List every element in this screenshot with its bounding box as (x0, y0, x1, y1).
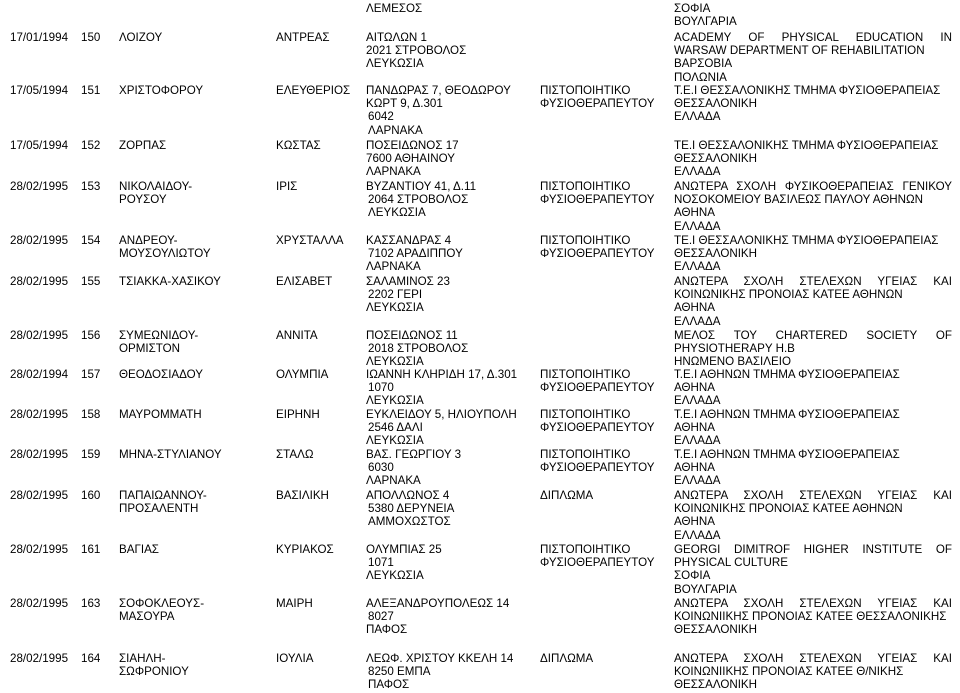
school-line: ΑΝΩΤΕΡΑ ΣΧΟΛΗ ΣΤΕΛΕΧΩΝ ΥΓΕΙΑΣ ΚΑΙ (674, 652, 952, 665)
school-line: ΘΕΣΣΑΛΟΝΙΚΗ (674, 623, 758, 637)
school-line: ΕΛΛΑΔΑ (674, 110, 721, 124)
address-cell (366, 139, 459, 179)
school-line: ΑΘΗΝΑ (674, 461, 715, 475)
qualification-cell (540, 368, 654, 394)
date-cell: 28/02/1995 (10, 408, 69, 421)
address-line: ΕΥΚΛΕΙΔΟΥ 5, ΗΛΙΟΥΠΟΛΗ (366, 408, 517, 421)
address-cell (366, 408, 517, 448)
first-name-cell: ΚΩΣΤΑΣ (276, 139, 321, 152)
school-line: ΜΕΛΟΣ ΤΟΥ CHARTERED SOCIETY OF (674, 329, 952, 342)
surname-cell (119, 84, 203, 97)
address-line: 8250 ΕΜΠΑ (368, 665, 431, 679)
address-cell (366, 489, 454, 529)
surname-line: ΜΗΝΑ-ΣΤΥΛΙΑΝΟΥ (119, 448, 222, 461)
first-name-cell: ΚΥΡΙΑΚΟΣ (276, 543, 334, 556)
school-cell (674, 84, 952, 124)
school-cell (674, 31, 952, 84)
first-name-cell: ΧΡΥΣΤΑΛΛΑ (276, 234, 344, 247)
address-line: 2018 ΣΤΡΟΒΟΛΟΣ (368, 342, 469, 356)
address-line: ΚΑΣΣΑΝΔΡΑΣ 4 (366, 234, 452, 247)
school-line: Τ.Ε.Ι ΑΘΗΝΩΝ ΤΜΗΜΑ ΦΥΣΙΟΘΕΡΑΠΕΙΑΣ (674, 408, 900, 421)
surname-line: ΣΩΦΡΟΝΙΟΥ (119, 665, 189, 679)
school-line: PHYSIOTHERAPY Η.Β (674, 342, 795, 356)
surname-line: ΜΟΥΣΟΥΛΙΩΤΟΥ (119, 247, 211, 261)
surname-line: ΜΑΣΟΥΡΑ (119, 610, 175, 624)
address-line: 2064 ΣΤΡΟΒΟΛΟΣ (368, 193, 469, 207)
surname-line: ΣΟΦΟΚΛΕΟΥΣ- (119, 597, 205, 610)
school-line: ΚΟΙΝΩΝΙΙΚΗΣ ΠΡΟΝΟΙΑΣ ΚΑΤΕΕ Θ/ΝΙΚΗΣ (674, 665, 904, 679)
qualification-line: ΦΥΣΙΟΘΕΡΑΠΕΥΤΟΥ (540, 556, 655, 570)
surname-line: ΒΑΓΙΑΣ (119, 543, 159, 556)
school-line: ΑΘΗΝΑ (674, 421, 715, 435)
surname-line: ΠΡΟΣΑΛΕΝΤΗ (119, 502, 199, 516)
address-cell (366, 368, 517, 408)
surname-cell (119, 180, 192, 206)
surname-line: ΣΙΑΗΛΗ- (119, 652, 166, 665)
surname-line: ΡΟΥΣΟΥ (119, 193, 167, 207)
registration-number: 150 (81, 31, 101, 44)
date-cell: 17/05/1994 (10, 84, 69, 97)
address-cell (366, 329, 468, 369)
address-line: 2021 ΣΤΡΟΒΟΛΟΣ (366, 44, 467, 58)
surname-cell (119, 234, 211, 260)
school-cell (674, 448, 952, 488)
qualification-cell (540, 543, 654, 569)
first-name-cell: ΕΛΕΥΘΕΡΙΟΣ (276, 84, 351, 97)
surname-cell (119, 31, 162, 44)
school-line: ΑΘΗΝΑ (674, 381, 715, 395)
date-cell: 17/05/1994 (10, 139, 69, 152)
address-line: ΛΕΥΚΩΣΙΑ (366, 301, 424, 315)
qualification-cell (540, 180, 654, 206)
registration-number: 160 (81, 489, 101, 502)
date-cell: 28/02/1995 (10, 275, 69, 288)
school-cell (674, 2, 952, 28)
school-cell (674, 597, 952, 637)
school-line: ΑΝΩΤΕΡΑ ΣΧΟΛΗ ΦΥΣΙΚΟΘΕΡΑΠΕΙΑΣ ΓΕΝΙΚΟΥ (674, 180, 952, 193)
registration-number: 155 (81, 275, 101, 288)
surname-line: ΘΕΟΔΟΣΙΑΔΟΥ (119, 368, 204, 381)
address-line: ΚΩΡΤ 9, Δ.301 (366, 97, 443, 111)
registration-number: 158 (81, 408, 101, 421)
address-line: ΑΙΤΩΛΩΝ 1 (366, 31, 427, 44)
surname-line: ΛΟΙΖΟΥ (119, 31, 163, 44)
address-line: 7102 ΑΡΑΔΙΠΠΟΥ (368, 247, 463, 261)
school-line: PHYSICAL CULTURE (674, 556, 789, 570)
registration-number: 156 (81, 329, 101, 342)
qualification-cell (540, 408, 654, 434)
address-cell (366, 543, 442, 583)
school-cell (674, 139, 952, 179)
qualification-cell (540, 448, 654, 474)
school-cell (674, 180, 952, 233)
address-cell (366, 180, 476, 220)
surname-cell (119, 275, 221, 288)
school-line: ΑΝΩΤΕΡΑ ΣΧΟΛΗ ΣΤΕΛΕΧΩΝ ΥΓΕΙΑΣ ΚΑΙ (674, 489, 952, 502)
school-cell (674, 368, 952, 408)
school-line: ΕΛΛΑΔΑ (674, 260, 721, 274)
school-line: WARSAW DEPARTMENT OF REHABILITATION (674, 44, 925, 58)
date-cell: 28/02/1995 (10, 180, 69, 193)
registration-number: 164 (81, 652, 101, 665)
first-name-cell: ΟΛΥΜΠΙΑ (276, 368, 329, 381)
school-line: ΣΟΦΙΑ (674, 2, 711, 15)
address-line: ΛΕΥΚΩΣΙΑ (368, 206, 426, 220)
address-line: ΛΕΜΕΣΟΣ (366, 2, 423, 15)
address-line: ΛΑΡΝΑΚΑ (366, 474, 421, 488)
surname-cell (119, 543, 159, 556)
date-cell: 28/02/1995 (10, 652, 69, 665)
school-line: ΝΟΣΟΚΟΜΕΙΟΥ ΒΑΣΙΛΕΩΣ ΠΑΥΛΟΥ ΑΘΗΝΩΝ (674, 193, 924, 207)
address-line: 1071 (368, 556, 394, 570)
registration-number: 152 (81, 139, 101, 152)
school-line: ACADEMY OF PHYSICAL EDUCATION IN (674, 31, 952, 44)
school-line: ΚΟΙΝΩΝΙΚΗΣ ΠΡΟΝΟΙΑΣ ΚΑΤΕΕ ΑΘΗΝΩΝ (674, 502, 903, 516)
surname-line: ΝΙΚΟΛΑΙΔΟΥ- (119, 180, 193, 193)
school-line: ΘΕΣΣΑΛΟΝΙΚΗ (674, 678, 758, 692)
address-line: 5380 ΔΕΡΥΝΕΙΑ (368, 502, 455, 516)
qualification-line: ΠΙΣΤΟΠΟΙΗΤΙΚΟ (540, 448, 631, 461)
address-line: ΙΩΑΝΝΗ ΚΛΗΡΙΔΗ 17, Δ.301 (366, 368, 518, 381)
first-name-cell: ΣΤΑΛΩ (276, 448, 314, 461)
first-name-cell: ΜΑΙΡΗ (276, 597, 313, 610)
address-cell (366, 84, 511, 137)
surname-line: ΧΡΙΣΤΟΦΟΡΟΥ (119, 84, 204, 97)
address-line: ΛΑΡΝΑΚΑ (366, 165, 421, 179)
date-cell: 28/02/1995 (10, 329, 69, 342)
first-name-cell: ΙΟΥΛΙΑ (276, 652, 314, 665)
address-line: 6030 (368, 461, 394, 475)
address-line: 7600 ΑΘΗΑΙΝΟΥ (366, 152, 455, 166)
school-line: ΒΟΥΛΓΑΡΙΑ (674, 582, 737, 596)
school-line: ΑΝΩΤΕΡΑ ΣΧΟΛΗ ΣΤΕΛΕΧΩΝ ΥΓΕΙΑΣ ΚΑΙ (674, 597, 952, 610)
school-cell (674, 652, 952, 692)
address-line: ΑΛΕΞΑΝΔΡΟΥΠΟΛΕΩΣ 14 (366, 597, 510, 610)
school-line: ΚΟΙΝΩΝΙΙΚΗΣ ΠΡΟΝΟΙΑΣ ΚΑΤΕΕ ΘΕΣΣΑΛΟΝΙΚΗΣ (674, 610, 947, 624)
qualification-line: ΦΥΣΙΟΘΕΡΑΠΕΥΤΟΥ (540, 381, 655, 395)
qualification-line: ΦΥΣΙΟΘΕΡΑΠΕΥΤΟΥ (540, 461, 655, 475)
surname-cell (119, 139, 166, 152)
qualification-cell (540, 84, 654, 110)
school-line: ΕΛΛΑΔΑ (674, 314, 721, 328)
qualification-line: ΦΥΣΙΟΘΕΡΑΠΕΥΤΟΥ (540, 247, 655, 261)
address-line: 6042 (368, 110, 394, 124)
address-line: ΣΑΛΑΜΙΝΟΣ 23 (366, 275, 450, 288)
date-cell: 17/01/1994 (10, 31, 69, 44)
address-line: ΛΕΥΚΩΣΙΑ (366, 394, 424, 408)
address-line: ΟΛΥΜΠΙΑΣ 25 (366, 543, 442, 556)
school-cell (674, 329, 952, 369)
school-line: ΒΟΥΛΓΑΡΙΑ (674, 15, 737, 29)
address-line: 2202 ΓΕΡΙ (368, 288, 423, 302)
surname-line: ΟΡΜΙΣΤΟΝ (119, 342, 181, 356)
school-cell (674, 408, 952, 448)
school-line: ΗΝΩΜΕΝΟ ΒΑΣΙΛΕΙΟ (674, 355, 791, 369)
date-cell: 28/02/1995 (10, 234, 69, 247)
surname-cell (119, 597, 204, 623)
surname-cell (119, 329, 198, 355)
qualification-line: ΔΙΠΛΩΜΑ (540, 489, 594, 502)
qualification-line: ΦΥΣΙΟΘΕΡΑΠΕΥΤΟΥ (540, 97, 655, 111)
address-line: 1070 (368, 381, 394, 395)
school-line: ΑΘΗΝΑ (674, 301, 715, 315)
registration-number: 157 (81, 368, 101, 381)
school-line: ΘΕΣΣΑΛΟΝΙΚΗ (674, 247, 758, 261)
address-line: ΛΕΥΚΩΣΙΑ (366, 57, 424, 71)
address-line: ΛΑΡΝΑΚΑ (366, 260, 421, 274)
surname-cell (119, 448, 222, 461)
qualification-line: ΠΙΣΤΟΠΟΙΗΤΙΚΟ (540, 84, 631, 97)
surname-cell (119, 368, 203, 381)
qualification-cell (540, 652, 593, 665)
surname-line: ΤΣΙΑΚΚΑ-ΧΑΣΙΚΟΥ (119, 275, 221, 288)
school-line: ΑΘΗΝΑ (674, 206, 715, 220)
first-name-cell: ΑΝΝΙΤΑ (276, 329, 318, 342)
address-line: ΛΕΥΚΩΣΙΑ (366, 569, 424, 583)
surname-cell (119, 408, 202, 421)
school-line: ΕΛΛΑΔΑ (674, 219, 721, 233)
qualification-line: ΦΥΣΙΟΘΕΡΑΠΕΥΤΟΥ (540, 193, 655, 207)
surname-line: ΠΑΠΑΙΩΑΝΝΟΥ- (119, 489, 207, 502)
school-line: ΕΛΛΑΔΑ (674, 434, 721, 448)
school-line: ΣΟΦΙΑ (674, 569, 711, 583)
address-line: ΠΑΦΟΣ (368, 678, 410, 692)
surname-cell (119, 652, 189, 678)
school-line: ΕΛΛΑΔΑ (674, 528, 721, 542)
school-line: ΒΑΡΣΟΒΙΑ (674, 57, 733, 71)
first-name-cell: ΙΡΙΣ (276, 180, 298, 193)
first-name-cell: ΒΑΣΙΛΙΚΗ (276, 489, 329, 502)
address-line: ΒΥΖΑΝΤΙΟΥ 41, Δ.11 (366, 180, 477, 193)
school-line: ΤΕ.Ι ΘΕΣΣΑΛΟΝΙΚΗΣ ΤΜΗΜΑ ΦΥΣΙΟΘΕΡΑΠΕΙΑΣ (674, 234, 939, 247)
school-line: ΕΛΛΑΔΑ (674, 474, 721, 488)
address-line: ΑΜΜΟΧΩΣΤΟΣ (368, 515, 451, 529)
registration-number: 153 (81, 180, 101, 193)
date-cell: 28/02/1995 (10, 448, 69, 461)
address-line: ΛΕΥΚΩΣΙΑ (366, 355, 424, 369)
address-cell (366, 2, 422, 15)
registration-number: 161 (81, 543, 101, 556)
address-line: ΠΑΝΔΩΡΑΣ 7, ΘΕΟΔΩΡΟΥ (366, 84, 511, 97)
school-line: Τ.Ε.Ι ΑΘΗΝΩΝ ΤΜΗΜΑ ΦΥΣΙΟΘΕΡΑΠΕΙΑΣ (674, 448, 900, 461)
address-cell (366, 652, 513, 692)
address-cell (366, 31, 466, 71)
address-line: ΑΠΟΛΛΩΝΟΣ 4 (366, 489, 450, 502)
address-line: ΠΟΣΕΙΔΩΝΟΣ 17 (366, 139, 459, 152)
school-line: ΚΟΙΝΩΝΙΚΗΣ ΠΡΟΝΟΙΑΣ ΚΑΤΕΕ ΑΘΗΝΩΝ (674, 288, 903, 302)
school-line: ΤΕ.Ι ΘΕΣΣΑΛΟΝΙΚΗΣ ΤΜΗΜΑ ΦΥΣΙΟΘΕΡΑΠΕΙΑΣ (674, 139, 939, 152)
first-name-cell: ΕΛΙΣΑΒΕΤ (276, 275, 333, 288)
school-line: ΑΘΗΝΑ (674, 515, 715, 529)
address-cell (366, 597, 509, 637)
qualification-cell (540, 234, 654, 260)
address-line: ΛΑΡΝΑΚΑ (368, 123, 423, 137)
surname-cell (119, 489, 207, 515)
address-cell (366, 448, 461, 488)
qualification-line: ΔΙΠΛΩΜΑ (540, 652, 594, 665)
address-line: ΛΕΩΦ. ΧΡΙΣΤΟΥ ΚΚΕΛΗ 14 (366, 652, 514, 665)
school-line: ΘΕΣΣΑΛΟΝΙΚΗ (674, 152, 758, 166)
qualification-line: ΦΥΣΙΟΘΕΡΑΠΕΥΤΟΥ (540, 421, 655, 435)
qualification-line: ΠΙΣΤΟΠΟΙΗΤΙΚΟ (540, 368, 631, 381)
surname-line: ΑΝΔΡΕΟΥ- (119, 234, 178, 247)
date-cell: 28/02/1995 (10, 489, 69, 502)
first-name-cell: ΕΙΡΗΝΗ (276, 408, 320, 421)
surname-line: ΣΥΜΕΩΝΙΔΟΥ- (119, 329, 199, 342)
school-line: ΑΝΩΤΕΡΑ ΣΧΟΛΗ ΣΤΕΛΕΧΩΝ ΥΓΕΙΑΣ ΚΑΙ (674, 275, 952, 288)
address-line: 2546 ΔΑΛΙ (368, 421, 423, 435)
school-line: Τ.Ε.Ι ΘΕΣΣΑΛΟΝΙΚΗΣ ΤΜΗΜΑ ΦΥΣΙΟΘΕΡΑΠΕΙΑΣ (674, 84, 941, 97)
qualification-line: ΠΙΣΤΟΠΟΙΗΤΙΚΟ (540, 408, 631, 421)
school-cell (674, 234, 952, 274)
school-line: ΕΛΛΑΔΑ (674, 394, 721, 408)
address-cell (366, 275, 450, 315)
qualification-cell (540, 489, 593, 502)
qualification-line: ΠΙΣΤΟΠΟΙΗΤΙΚΟ (540, 543, 631, 556)
school-line: ΠΟΛΩΝΙΑ (674, 70, 727, 84)
school-line: ΕΛΛΑΔΑ (674, 165, 721, 179)
registration-number: 163 (81, 597, 101, 610)
address-line: ΒΑΣ. ΓΕΩΡΓΙΟΥ 3 (366, 448, 462, 461)
address-line: 8027 (368, 610, 394, 624)
registration-number: 151 (81, 84, 101, 97)
school-line: Τ.Ε.Ι ΑΘΗΝΩΝ ΤΜΗΜΑ ΦΥΣΙΟΘΕΡΑΠΕΙΑΣ (674, 368, 900, 381)
school-cell (674, 489, 952, 542)
registration-number: 154 (81, 234, 101, 247)
first-name-cell: ΑΝΤΡΕΑΣ (276, 31, 330, 44)
date-cell: 28/02/1994 (10, 368, 69, 381)
school-cell (674, 275, 952, 328)
registration-number: 159 (81, 448, 101, 461)
address-cell (366, 234, 463, 274)
address-line: ΠΑΦΟΣ (366, 623, 408, 637)
surname-line: ΜΑΥΡΟΜΜΑΤΗ (119, 408, 202, 421)
date-cell: 28/02/1995 (10, 597, 69, 610)
qualification-line: ΠΙΣΤΟΠΟΙΗΤΙΚΟ (540, 180, 631, 193)
qualification-line: ΠΙΣΤΟΠΟΙΗΤΙΚΟ (540, 234, 631, 247)
surname-line: ΖΟΡΠΑΣ (119, 139, 167, 152)
school-line: ΘΕΣΣΑΛΟΝΙΚΗ (674, 97, 758, 111)
school-cell (674, 543, 952, 596)
address-line: ΛΕΥΚΩΣΙΑ (366, 434, 424, 448)
address-line: ΠΟΣΕΙΔΩΝΟΣ 11 (366, 329, 458, 342)
school-line: GEORGI DIMITROF HIGHER INSTITUTE OF (674, 543, 952, 556)
date-cell: 28/02/1995 (10, 543, 69, 556)
